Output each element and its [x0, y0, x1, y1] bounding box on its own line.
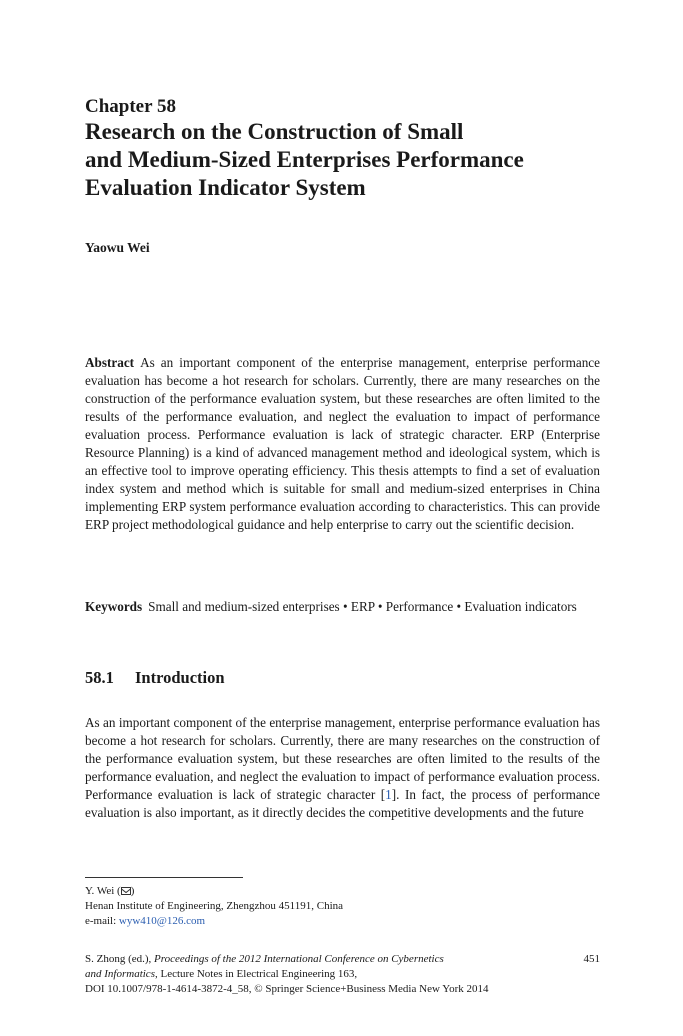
footnote-author-name: Y. Wei ( — [85, 885, 121, 897]
footnote-divider — [85, 877, 243, 878]
footnote-email — [85, 914, 605, 929]
chapter-title-line: Evaluation Indicator System — [85, 175, 366, 200]
section-heading — [85, 668, 225, 688]
intro-text: As an important component of the enterprise management, enterprise performance evaluation has become a hot research for scholars. Currently, there are many researches on the construction of the performance evaluation system, but these researches are often limited to the results of the performance evaluation, and neglect the evaluation to impact of performance evaluation process. Performance evaluation is lack of strategic character [ — [85, 715, 600, 802]
abstract-label: Abstract — [85, 355, 135, 370]
chapter-title-line: and Medium-Sized Enterprises Performance — [85, 147, 524, 172]
chapter-number: Chapter 58 — [85, 96, 176, 117]
abstract — [85, 354, 600, 534]
citation-proceedings: Proceedings of the 2012 International Conference on Cybernetics — [154, 953, 444, 965]
email-link[interactable]: wyw410@126.com — [118, 915, 206, 927]
chapter-title-line: Research on the Construction of Small — [85, 119, 464, 144]
abstract-text: As an important component of the enterprise management, enterprise performance evaluation has become a hot research for scholars. Currently, there are many researches on the construction of the performance evaluation system, but these researches are often limited to the results of the performance evaluation, and neglect the evaluation to impact of performance evaluation process. Performance evaluation is lack of strategic character. ERP (Enterprise Resource Planning) is a kind of advanced management method and ideological system, which is an effective tool to improve operating efficiency. This thesis attempts to find a set of evaluation index system and method which is suitable for small and medium-sized enterprises in China implementing ERP system performance evaluation according to characteristics. This can provide ERP project methodological guidance and help enterprise to carry out the scientific decision. — [85, 355, 600, 532]
keywords-label: Keywords — [85, 599, 143, 614]
keywords — [85, 598, 600, 616]
keywords-text: Small and medium-sized enterprises • ERP • Performance • Evaluation indicators — [148, 599, 577, 614]
citation-line-2 — [85, 967, 600, 982]
section-title: Introduction — [135, 668, 225, 687]
citation-proceedings-cont: and Informatics — [85, 968, 155, 980]
citation-series: , Lecture Notes in Electrical Engineering 163, — [154, 968, 358, 980]
page-number: 451 — [583, 953, 600, 965]
reference-link[interactable]: 1 — [385, 787, 392, 802]
footnote-author — [85, 884, 605, 899]
author-name: Yaowu Wei — [85, 240, 150, 255]
envelope-icon — [121, 887, 131, 895]
chapter-title — [85, 118, 605, 202]
intro-text-continued: ]. In fact, the process of performance evaluation is also important, as it directly decides the competitive developments and the future — [85, 787, 600, 820]
section-number: 58.1 — [85, 668, 114, 687]
citation-editor: S. Zhong (ed.), — [85, 953, 155, 965]
footnote-author-suffix: ) — [130, 885, 135, 897]
introduction-paragraph — [85, 714, 600, 822]
citation-line-1 — [85, 952, 600, 967]
citation-doi: DOI 10.1007/978-1-4614-3872-4_58, © Springer Science+Business Media New York 2014 — [85, 983, 489, 995]
email-label: e-mail: — [85, 915, 119, 927]
footnote-affiliation: Henan Institute of Engineering, Zhengzhou 451191, China — [85, 900, 344, 912]
